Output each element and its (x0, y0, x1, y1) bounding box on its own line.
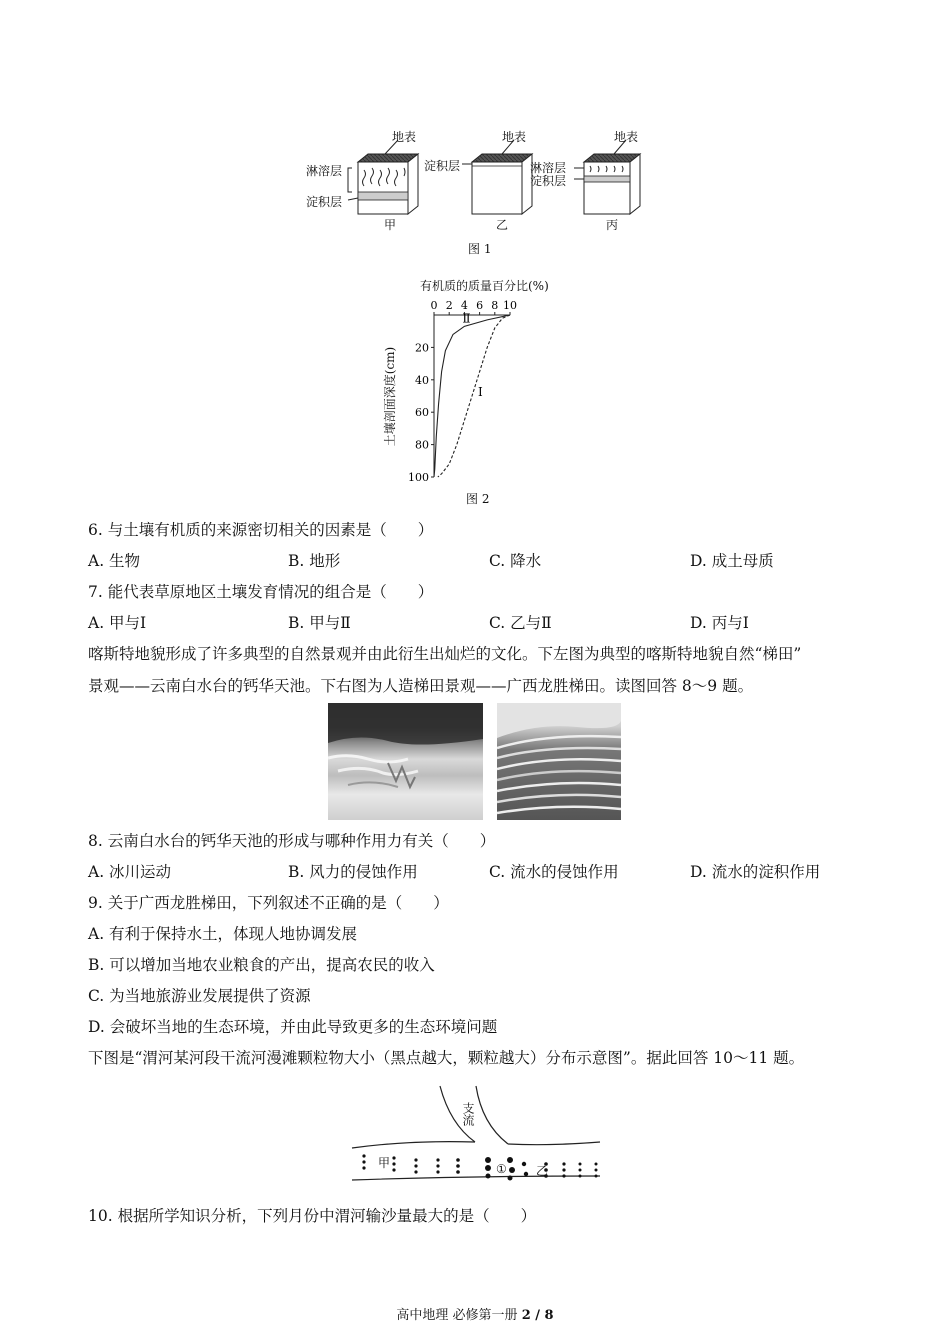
fig1-surface-label-bing: 地表 (614, 130, 639, 144)
chart-ylabel: 土壤剖面深度(cm) (383, 346, 398, 447)
footer-text: 高中地理 必修第一册 (396, 1308, 518, 1323)
question-8-stem: 8. 云南白水台的钙华天池的形成与哪种作用力有关（ ） (88, 832, 496, 850)
chart-y-tick-label: 40 (415, 373, 429, 387)
block-jia (348, 140, 418, 214)
fig1-leaching-label-jia: 淋溶层 (306, 164, 343, 178)
intro-8-9-line1: 喀斯特地貌形成了许多典型的自然景观并由此衍生出灿烂的文化。下左图为典型的喀斯特地貌自然“梯田” (88, 645, 802, 663)
q6-option-a: A. 生物 (88, 552, 141, 570)
question-10-stem: 10. 根据所学知识分析，下列月份中渭河输沙量最大的是（ ） (88, 1207, 537, 1225)
page-footer (0, 1304, 950, 1323)
fig1-surface-label-yi: 地表 (502, 130, 527, 144)
q6-option-b: B. 地形 (288, 552, 341, 570)
q7-option-d: D. 丙与Ⅰ (690, 614, 749, 632)
fig1-leaching-label-bing: 淋溶层 (530, 161, 567, 175)
photo-baishuitai-terraces (328, 703, 483, 820)
photo-longsheng-rice-terraces (497, 703, 621, 820)
question-7-stem: 7. 能代表草原地区土壤发育情况的组合是（ ） (88, 583, 434, 601)
block-bing (574, 140, 640, 214)
fig1-surface-label-jia: 地表 (392, 130, 417, 144)
q7-option-a: A. 甲与Ⅰ (88, 614, 147, 632)
chart-y-tick-label: 20 (415, 341, 429, 355)
chart-title: 有机质的质量百分比(%) (420, 279, 549, 293)
chart-y-tick-label: 80 (415, 438, 429, 452)
chart-series-line-1 (438, 315, 510, 477)
fig1-deposition-label-bing: 淀积层 (530, 174, 567, 188)
chart-x-tick-label: 8 (491, 299, 499, 312)
q8-option-b: B. 风力的侵蚀作用 (288, 863, 418, 881)
chart-x-tick-label: 2 (445, 299, 453, 312)
chart-series-label-2: Ⅱ (462, 311, 471, 326)
page-number: 2 / 8 (521, 1308, 554, 1323)
fig1-deposition-label-yi: 淀积层 (424, 159, 461, 173)
chart-x-tick-label: 6 (476, 299, 484, 312)
q9-option-a: A. 有利于保持水土，体现人地协调发展 (88, 925, 358, 943)
chart-x-tick-label: 0 (430, 299, 438, 312)
chart-y-tick-label: 60 (415, 406, 429, 420)
q7-option-c: C. 乙与Ⅱ (489, 614, 552, 632)
q9-option-b: B. 可以增加当地农业粮食的产出，提高农民的收入 (88, 956, 435, 974)
intro-8-9-line2: 景观——云南白水台的钙华天池。下右图为人造梯田景观——广西龙胜梯田。读图回答 8～9 题。 (88, 677, 754, 695)
question-6-stem: 6. 与土壤有机质的来源密切相关的因素是（ ） (88, 521, 434, 539)
q8-option-a: A. 冰川运动 (88, 863, 172, 881)
q6-option-c: C. 降水 (489, 552, 542, 570)
river-label-yi: 乙 (536, 1164, 549, 1178)
figure-2-organic-matter-chart (400, 290, 540, 490)
q8-option-c: C. 流水的侵蚀作用 (489, 863, 619, 881)
river-label-jia: 甲 (378, 1156, 391, 1170)
chart-series-label-1: Ⅰ (478, 385, 483, 399)
intro-10-11: 下图是“渭河某河段干流河漫滩颗粒物大小（黑点越大，颗粒越大）分布示意图”。据此回答 10～11 题。 (88, 1049, 805, 1067)
question-9-stem: 9. 关于广西龙胜梯田，下列叙述不正确的是（ ） (88, 894, 449, 912)
chart-y-tick-label: 100 (408, 471, 429, 484)
q9-option-d: D. 会破坏当地的生态环境，并由此导致更多的生态环境问题 (88, 1018, 498, 1036)
q9-option-c: C. 为当地旅游业发展提供了资源 (88, 987, 311, 1005)
fig1-caption: 图 1 (468, 242, 492, 256)
q8-option-d: D. 流水的淀积作用 (690, 863, 821, 881)
figure-1-soil-profiles (300, 120, 660, 260)
block-yi (462, 140, 532, 214)
river-tributary-label: 支流 (461, 1102, 475, 1126)
chart-caption: 图 2 (466, 492, 490, 506)
fig1-deposition-label-jia: 淀积层 (306, 195, 343, 209)
fig1-block-name-bing: 丙 (606, 218, 619, 232)
q6-option-d: D. 成土母质 (690, 552, 774, 570)
fig1-block-name-jia: 甲 (384, 218, 397, 232)
river-floodplain-map (350, 1084, 610, 1194)
river-label-1: ① (496, 1162, 507, 1176)
q7-option-b: B. 甲与Ⅱ (288, 614, 351, 632)
chart-x-tick-label: 10 (503, 299, 517, 312)
fig1-block-name-yi: 乙 (496, 218, 509, 232)
chart-x-tick-label: 4 (460, 299, 468, 312)
